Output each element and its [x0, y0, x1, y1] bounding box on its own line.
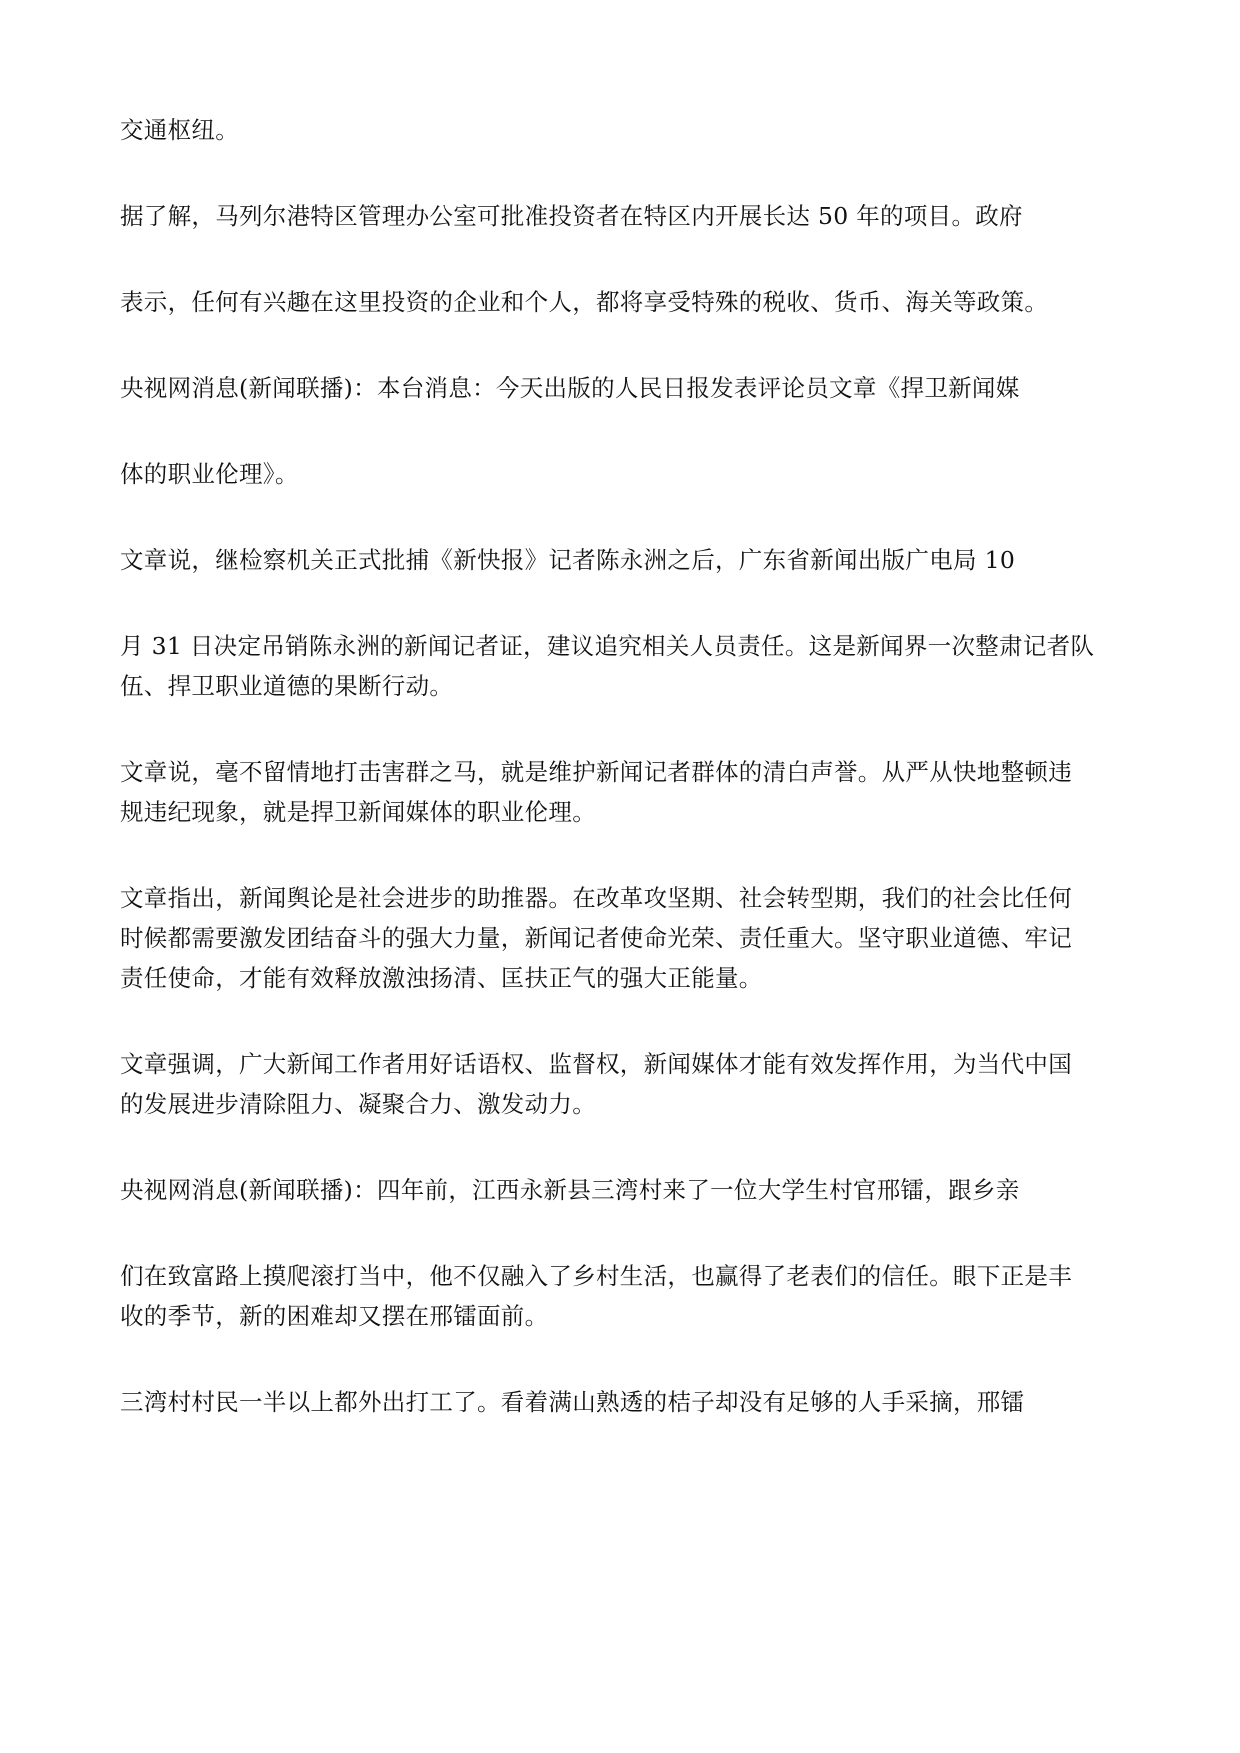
text-line: 时候都需要激发团结奋斗的强大力量，新闻记者使命光荣、责任重大。坚守职业道德、牢记 — [120, 924, 1072, 952]
text-line: 三湾村村民一半以上都外出打工了。看着满山熟透的桔子却没有足够的人手采摘，邢镭 — [120, 1388, 1025, 1416]
text-line: 央视网消息(新闻联播)：本台消息：今天出版的人民日报发表评论员文章《捍卫新闻媒 — [120, 374, 1020, 402]
text-line: 收的季节，新的困难却又摆在邢镭面前。 — [120, 1302, 549, 1330]
text-line: 央视网消息(新闻联播)：四年前，江西永新县三湾村来了一位大学生村官邢镭，跟乡亲 — [120, 1176, 1020, 1204]
text-line: 月 31 日决定吊销陈永洲的新闻记者证，建议追究相关人员责任。这是新闻界一次整肃记者队 — [120, 632, 1095, 660]
text-line: 们在致富路上摸爬滚打当中，他不仅融入了乡村生活，也赢得了老表们的信任。眼下正是丰 — [120, 1262, 1072, 1290]
text-line: 文章指出，新闻舆论是社会进步的助推器。在改革攻坚期、社会转型期，我们的社会比任何 — [120, 884, 1072, 912]
text-line: 文章强调，广大新闻工作者用好话语权、监督权，新闻媒体才能有效发挥作用，为当代中国 — [120, 1050, 1072, 1078]
text-line: 责任使命，才能有效释放激浊扬清、匡扶正气的强大正能量。 — [120, 964, 763, 992]
text-line: 文章说，毫不留情地打击害群之马，就是维护新闻记者群体的清白声誉。从严从快地整顿违 — [120, 758, 1072, 786]
text-line: 体的职业伦理》。 — [120, 460, 299, 488]
text-line: 文章说，继检察机关正式批捕《新快报》记者陈永洲之后，广东省新闻出版广电局 10 — [120, 546, 1016, 574]
text-line: 规违纪现象，就是捍卫新闻媒体的职业伦理。 — [120, 798, 596, 826]
text-line: 交通枢纽。 — [120, 116, 239, 144]
text-line: 表示，任何有兴趣在这里投资的企业和个人，都将享受特殊的税收、货币、海关等政策。 — [120, 288, 1049, 316]
text-line: 据了解，马列尔港特区管理办公室可批准投资者在特区内开展长达 50 年的项目。政府 — [120, 202, 1023, 230]
text-line: 伍、捍卫职业道德的果断行动。 — [120, 672, 454, 700]
text-line: 的发展进步清除阻力、凝聚合力、激发动力。 — [120, 1090, 596, 1118]
